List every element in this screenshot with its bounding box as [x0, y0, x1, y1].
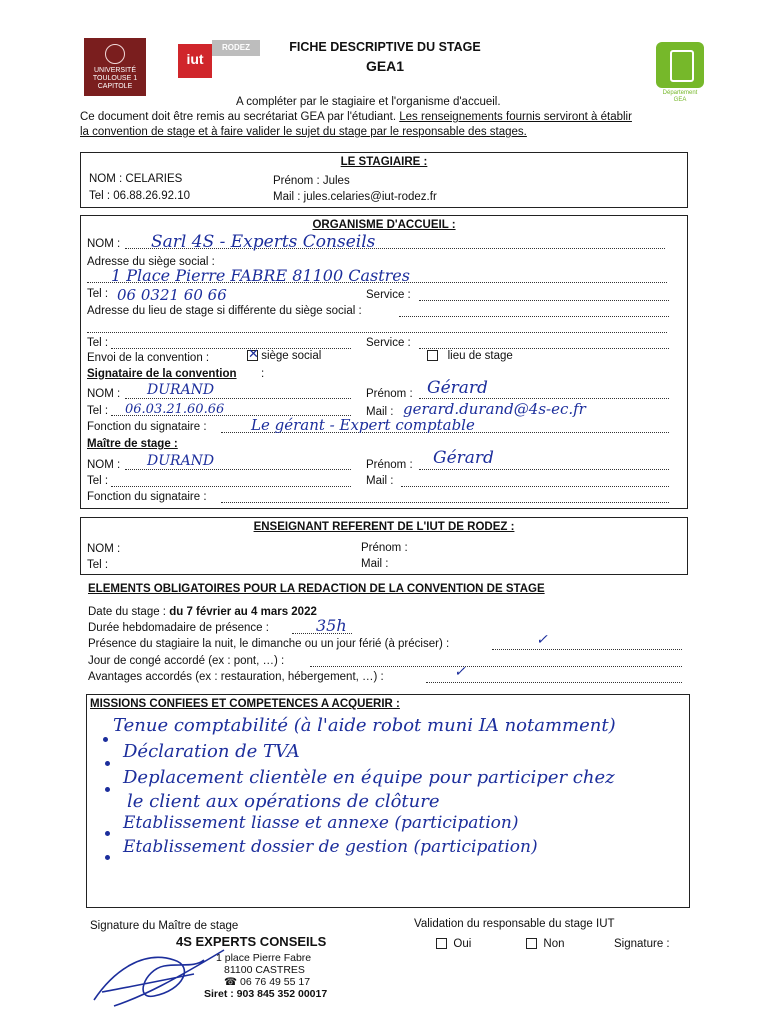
sig-tel-label: Tel :: [87, 405, 109, 417]
stamp-siret: Siret : 903 845 352 00017: [204, 988, 328, 1000]
presence-check: ✓: [536, 632, 548, 648]
ms-nom-value: DURAND: [147, 453, 215, 469]
gea-logo: [656, 42, 704, 88]
ms-fonction-dots: [221, 502, 669, 503]
avantages-label: Avantages accordés (ex : restauration, hébergement, …) :: [88, 671, 384, 683]
stamp-address: 1 place Pierre Fabre: [216, 952, 312, 964]
ens-prenom-label: Prénom :: [361, 542, 408, 554]
sig-prenom-value: Gérard: [427, 378, 488, 398]
org-envoi-label: Envoi de la convention :: [87, 352, 210, 364]
calculator-icon: [670, 50, 694, 82]
intro-line-2: [80, 111, 720, 123]
stagiaire-mail: Mail : jules.celaries@iut-rodez.fr: [273, 191, 437, 203]
ms-nom-label: NOM :: [87, 459, 121, 471]
missions-header: MISSIONS CONFIEES ET COMPETENCES A ACQUERIR :: [90, 698, 400, 710]
ens-tel-label: Tel :: [87, 559, 109, 571]
org-service-label: Service :: [366, 289, 411, 301]
duree-label: Durée hebdomadaire de présence :: [88, 622, 269, 634]
sig-mail-value: gerard.durand@4s-ec.fr: [403, 400, 586, 418]
mission-item: Tenue comptabilité (à l'aide robot muni IA notamment): [113, 715, 616, 736]
signature-label: Signature :: [614, 938, 670, 950]
rodez-logo: RODEZ: [212, 40, 260, 56]
sig-prenom-label: Prénom :: [366, 388, 413, 400]
universite-toulouse-logo: [84, 38, 146, 96]
envoi-siege-option[interactable]: [247, 346, 322, 362]
intro-line-1: A compléter par le stagiaire et l'organisme d'accueil.: [236, 96, 501, 108]
presence-label: Présence du stagiaire la nuit, le dimanche ou un jour férié (à préciser) :: [88, 638, 450, 650]
envoi-siege-label: siège social: [261, 350, 322, 362]
gea-logo-label: Département GEA: [662, 90, 698, 103]
ms-mail-label: Mail :: [366, 475, 394, 487]
organisme-header: ORGANISME D'ACCUEIL :: [312, 219, 456, 231]
maitre-stage-header: Maître de stage :: [87, 438, 178, 450]
iut-logo: iut: [178, 44, 212, 78]
signature-stroke: [94, 950, 224, 1006]
checkbox-icon[interactable]: [427, 350, 438, 361]
stagiaire-tel: Tel : 06.88.26.92.10: [89, 190, 191, 202]
bullet-icon: [105, 855, 110, 860]
mission-item: le client aux opérations de clôture: [127, 791, 440, 812]
signataire-colon: :: [261, 368, 265, 380]
org-tel2-label: Tel :: [87, 337, 109, 349]
intro-underlined: Les renseignements fournis serviront à établir: [399, 111, 632, 123]
intro-line-3: la convention de stage et à faire valider le sujet du stage par le responsable des stages.: [80, 126, 527, 138]
sig-tel-value: 06.03.21.60.66: [125, 402, 225, 417]
ms-prenom-dots: [419, 469, 669, 470]
intro-plain: Ce document doit être remis au secrétariat GEA par l'étudiant.: [80, 111, 400, 123]
sig-nom-value: DURAND: [147, 382, 215, 398]
conge-dots: [310, 666, 682, 667]
ms-prenom-label: Prénom :: [366, 459, 413, 471]
org-tel2-dots: [111, 348, 351, 349]
org-service-dots: [419, 300, 669, 301]
mission-item: Etablissement dossier de gestion (participation): [123, 837, 538, 857]
sig-nom-dots: [125, 398, 351, 399]
mission-item: Deplacement clientèle en équipe pour participer chez: [123, 767, 615, 788]
mission-item: Etablissement liasse et annexe (participation): [123, 813, 519, 833]
presence-dots: [492, 649, 682, 650]
sig-prenom-dots: [419, 398, 669, 399]
sig-nom-label: NOM :: [87, 388, 121, 400]
stagiaire-section: [80, 152, 688, 208]
validation-non-option[interactable]: [526, 938, 565, 950]
org-adresse-siege-label: Adresse du siège social :: [87, 256, 215, 268]
elements-header: ELEMENTS OBLIGATOIRES POUR LA REDACTION DE LA CONVENTION DE STAGE: [88, 583, 545, 595]
enseignant-section: [80, 517, 688, 575]
ms-nom-dots: [125, 469, 351, 470]
bullet-icon: [105, 761, 110, 766]
ens-mail-label: Mail :: [361, 558, 389, 570]
document-subtitle: GEA1: [365, 58, 405, 74]
checkbox-icon[interactable]: [436, 938, 447, 949]
org-nom-label: NOM :: [87, 238, 121, 250]
org-lieu-dots-1: [399, 316, 669, 317]
stamp-company-name: 4S EXPERTS CONSEILS: [176, 934, 327, 949]
missions-section: [86, 694, 690, 908]
org-lieu-dots-2: [87, 332, 667, 333]
validation-label: Validation du responsable du stage IUT: [414, 918, 615, 930]
document-title: FICHE DESCRIPTIVE DU STAGE: [289, 40, 481, 54]
bullet-icon: [105, 831, 110, 836]
duree-value: 35h: [316, 616, 347, 635]
handwritten-signature: [84, 930, 234, 1014]
ut-logo-text: UNIVERSITÉ TOULOUSE 1 CAPITOLE: [92, 67, 138, 90]
org-service2-dots: [419, 348, 669, 349]
ms-tel-label: Tel :: [87, 475, 109, 487]
org-adresse-lieu-label: Adresse du lieu de stage si différente du siège social :: [87, 305, 362, 317]
validation-oui-option[interactable]: [436, 938, 471, 950]
checkbox-icon[interactable]: [526, 938, 537, 949]
mission-item: Déclaration de TVA: [123, 741, 300, 762]
org-tel-value: 06 0321 60 66: [117, 286, 227, 304]
bullet-icon: [105, 787, 110, 792]
sig-fonction-value: Le gérant - Expert comptable: [251, 416, 475, 434]
org-service2-label: Service :: [366, 337, 411, 349]
elements-date: [88, 606, 317, 618]
stagiaire-prenom: Prénom : Jules: [273, 175, 350, 187]
stamp-city: 81100 CASTRES: [224, 964, 305, 976]
ms-fonction-label: Fonction du signataire :: [87, 491, 207, 503]
university-seal-icon: [105, 44, 125, 64]
stagiaire-header: LE STAGIAIRE :: [340, 156, 428, 168]
conge-label: Jour de congé accordé (ex : pont, …) :: [88, 655, 285, 667]
organisme-section: [80, 215, 688, 509]
date-value: du 7 février au 4 mars 2022: [169, 606, 317, 618]
ms-tel-dots: [111, 486, 351, 487]
org-adresse-siege-value: 1 Place Pierre FABRE 81100 Castres: [111, 266, 410, 285]
non-label: Non: [543, 938, 565, 950]
envoi-lieu-option[interactable]: [427, 350, 513, 362]
stagiaire-nom: NOM : CELARIES: [89, 173, 183, 185]
avantages-check: ✓: [454, 664, 466, 680]
ms-mail-dots: [401, 486, 669, 487]
org-nom-value: Sarl 4S - Experts Conseils: [151, 232, 376, 252]
date-label: Date du stage :: [88, 606, 170, 618]
oui-label: Oui: [453, 938, 472, 950]
ms-prenom-value: Gérard: [433, 448, 494, 468]
signataire-header: Signataire de la convention: [87, 368, 237, 380]
org-tel-label: Tel :: [87, 288, 109, 300]
ens-nom-label: NOM :: [87, 543, 121, 555]
avantages-dots: [426, 682, 682, 683]
bullet-icon: [103, 737, 108, 742]
enseignant-header: ENSEIGNANT REFERENT DE L'IUT DE RODEZ :: [253, 521, 515, 533]
stamp-phone: ☎ 06 76 49 55 17: [224, 976, 311, 988]
sig-mail-label: Mail :: [366, 406, 394, 418]
maitre-signature-label: Signature du Maître de stage: [90, 920, 239, 932]
sig-fonction-label: Fonction du signataire :: [87, 421, 207, 433]
checkbox-checked-icon[interactable]: ✕: [248, 346, 259, 362]
envoi-lieu-label: lieu de stage: [447, 350, 513, 362]
